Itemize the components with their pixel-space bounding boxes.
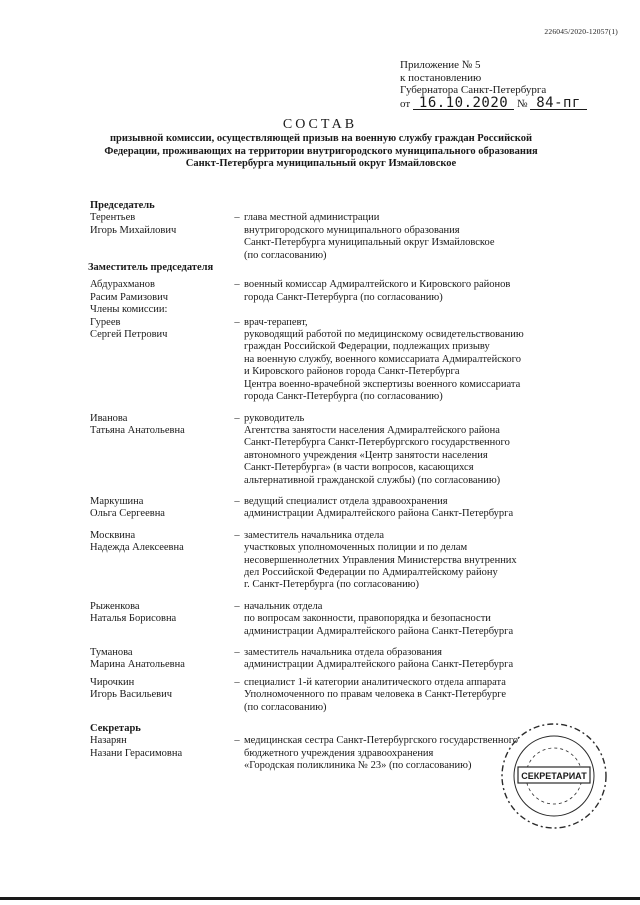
member-role: заместитель начальника отдела образования администрации Адмиралтейского района Санкт-Петербурга [244, 647, 514, 671]
member-row [90, 647, 590, 672]
member-name: Туманова Марина Анатольевна [90, 647, 185, 671]
member-row [90, 212, 590, 262]
member-dash: – [234, 529, 240, 541]
official-seal-stamp [498, 720, 610, 832]
member-role: врач-терапевт, руководящий работой по медицинскому освидетельствованию граждан Российской Федерации, подлежащих призыву на военную службу, военного комиссариата Адмиралтейского и Кировского районов города Санкт-Петербурга Центра военно-врачебной экспертизы военного комиссариата города Санкт-Петербурга (по согласованию) [244, 316, 524, 403]
seal-graphic [498, 720, 610, 832]
member-name: Гуреев Сергей Петрович [90, 316, 168, 341]
member-name: Назарян Назани Герасимовна [90, 735, 183, 759]
member-row [90, 317, 590, 404]
member-role: ведущий специалист отдела здравоохранения администрации Адмиралтейского района Санкт-Петербурга [244, 495, 514, 520]
appendix-issuer: Губернатора Санкт-Петербурга [400, 84, 547, 96]
section-deputy: Заместитель председателя [88, 262, 214, 274]
member-name: Рыженкова Наталья Борисовна [90, 600, 177, 625]
document-subtitle: призывной комиссии, осуществляющей призыв на военную службу граждан Российской Федерации, проживающих на территории внутригородского муниципального образования Санкт-Петербурга муниципальный округ Измайловское [104, 133, 538, 169]
member-name: Москвина Надежда Алексеевна [90, 529, 184, 554]
member-dash: – [234, 212, 240, 224]
member-row [90, 677, 590, 714]
member-role: медицинская сестра Санкт-Петербургского государственного бюджетного учреждения здравоохранения «Городская поликлиника № 23» (по согласованию) [244, 735, 519, 772]
member-name: Маркушина Ольга Сергеевна [90, 495, 165, 520]
member-dash: – [234, 316, 240, 328]
section-secretary: Секретарь [90, 723, 141, 735]
member-name: Иванова Татьяна Анатольевна [90, 412, 185, 436]
section-members: Члены комиссии: [90, 304, 168, 316]
section-chair: Председатель [90, 200, 155, 211]
appendix-from-label: от [400, 97, 411, 110]
appendix-date: 16.10.2020 [413, 97, 514, 111]
member-role: заместитель начальника отдела участковых уполномоченных полиции и по делам несовершеннолетних Управления Министерства внутренних дел Российской Федерации по Адмиралтейскому району г. Санкт-Петербурга (по согласованию) [244, 529, 517, 591]
member-row [90, 279, 590, 304]
member-row [90, 413, 590, 487]
member-role: глава местной администрации внутригородского муниципального образования Санкт-Петербурга муниципальный округ Измайловское (по согласованию) [244, 212, 495, 261]
appendix-decree-number: 84-пг [530, 97, 587, 111]
member-name: Терентьев Игорь Михайлович [90, 212, 177, 236]
member-dash: – [234, 676, 240, 688]
member-role: военный комиссар Адмиралтейского и Кировского районов города Санкт-Петербурга (по согласованию) [244, 279, 511, 303]
member-row [90, 496, 590, 521]
document-title: СОСТАВ [282, 117, 358, 132]
appendix-date-line [400, 94, 625, 111]
appendix-header [400, 59, 625, 110]
member-dash: – [234, 647, 240, 658]
member-dash: – [234, 495, 240, 507]
member-row [90, 601, 590, 638]
member-name: Чирочкин Игорь Васильевич [90, 676, 173, 701]
commission-members [90, 200, 590, 773]
member-role: начальник отдела по вопросам законности, правопорядка и безопасности администрации Адмиралтейского района Санкт-Петербурга [244, 600, 514, 637]
bottom-scan-border [0, 897, 640, 900]
appendix-to-decree: к постановлению [400, 71, 482, 84]
member-dash: – [234, 735, 240, 747]
appendix-number: Приложение № 5 [400, 59, 481, 71]
member-row [90, 530, 590, 592]
member-role: руководитель Агентства занятости населения Адмиралтейского района Санкт-Петербурга Санкт-Петербургского государственного автономного учреждения «Центр занятости населения Санкт-Петербурга» (в части вопросов, касающихся альтернативной гражданской службы) (по согласованию) [244, 412, 510, 486]
document-id: 226045/2020-12057(1) [544, 27, 618, 36]
seal-text: СЕКРЕТАРИАТ [521, 771, 587, 781]
member-role: специалист 1-й категории аналитического отдела аппарата Уполномоченного по правам человека в Санкт-Петербурге (по согласованию) [244, 676, 507, 713]
member-dash: – [234, 279, 240, 291]
appendix-number-label: № [516, 97, 528, 110]
member-dash: – [234, 412, 240, 424]
member-dash: – [234, 600, 240, 612]
member-name: Абдурахманов Расим Рамизович [90, 279, 169, 303]
